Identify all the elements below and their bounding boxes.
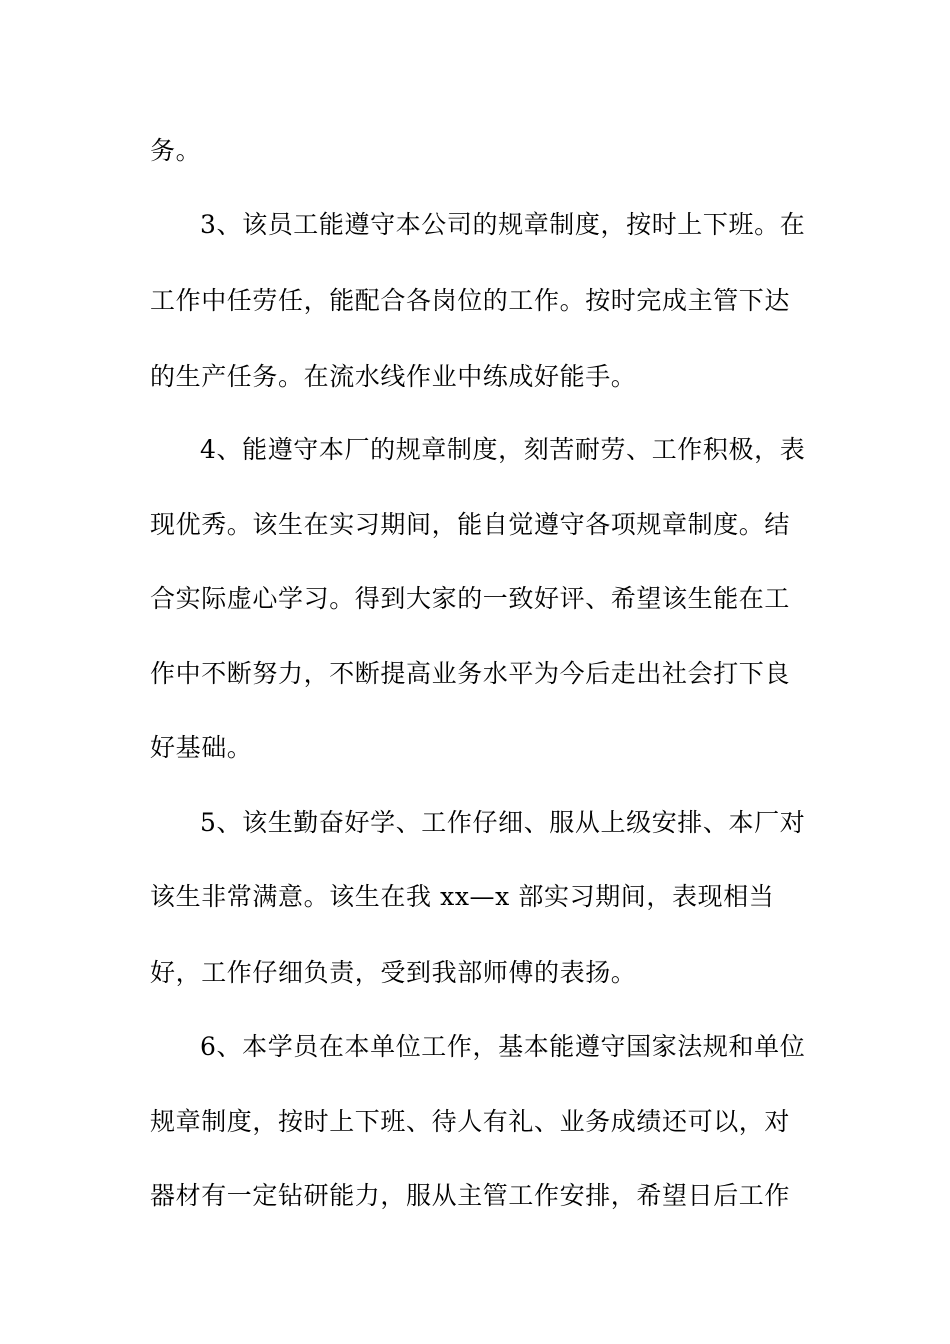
paragraph-5-line-3: 好，工作仔细负责，受到我部师傅的表扬。 xyxy=(150,958,637,987)
paragraph-4-line-2: 现优秀。该生在实习期间，能自觉遵守各项规章制度。结 xyxy=(150,510,791,539)
paragraph-4-line-5: 好基础。 xyxy=(150,733,253,762)
paragraph-4-line-3: 合实际虚心学习。得到大家的一致好评、希望该生能在工 xyxy=(150,584,791,613)
paragraph-3-line-2: 工作中任劳任，能配合各岗位的工作。按时完成主管下达 xyxy=(150,286,791,315)
paragraph-5-line-2: 该生非常满意。该生在我 xx—x 部实习期间，表现相当 xyxy=(150,882,775,911)
paragraph-6-line-1: 6、本学员在本单位工作，基本能遵守国家法规和单位 xyxy=(200,1032,806,1061)
paragraph-6-line-2: 规章制度，按时上下班、待人有礼、业务成绩还可以，对 xyxy=(150,1107,791,1136)
paragraph-4-line-1: 4、能遵守本厂的规章制度，刻苦耐劳、工作积极，表 xyxy=(200,435,806,464)
paragraph-4-line-4: 作中不断努力，不断提高业务水平为今后走出社会打下良 xyxy=(150,659,791,688)
paragraph-3-line-3: 的生产任务。在流水线作业中练成好能手。 xyxy=(150,362,637,391)
paragraph-5-line-1: 5、该生勤奋好学、工作仔细、服从上级安排、本厂对 xyxy=(200,808,806,837)
paragraph-3-line-1: 3、该员工能遵守本公司的规章制度，按时上下班。在 xyxy=(200,210,806,239)
text-line: 务。 xyxy=(150,136,202,165)
paragraph-6-line-3: 器材有一定钻研能力，服从主管工作安排，希望日后工作 xyxy=(150,1181,791,1210)
